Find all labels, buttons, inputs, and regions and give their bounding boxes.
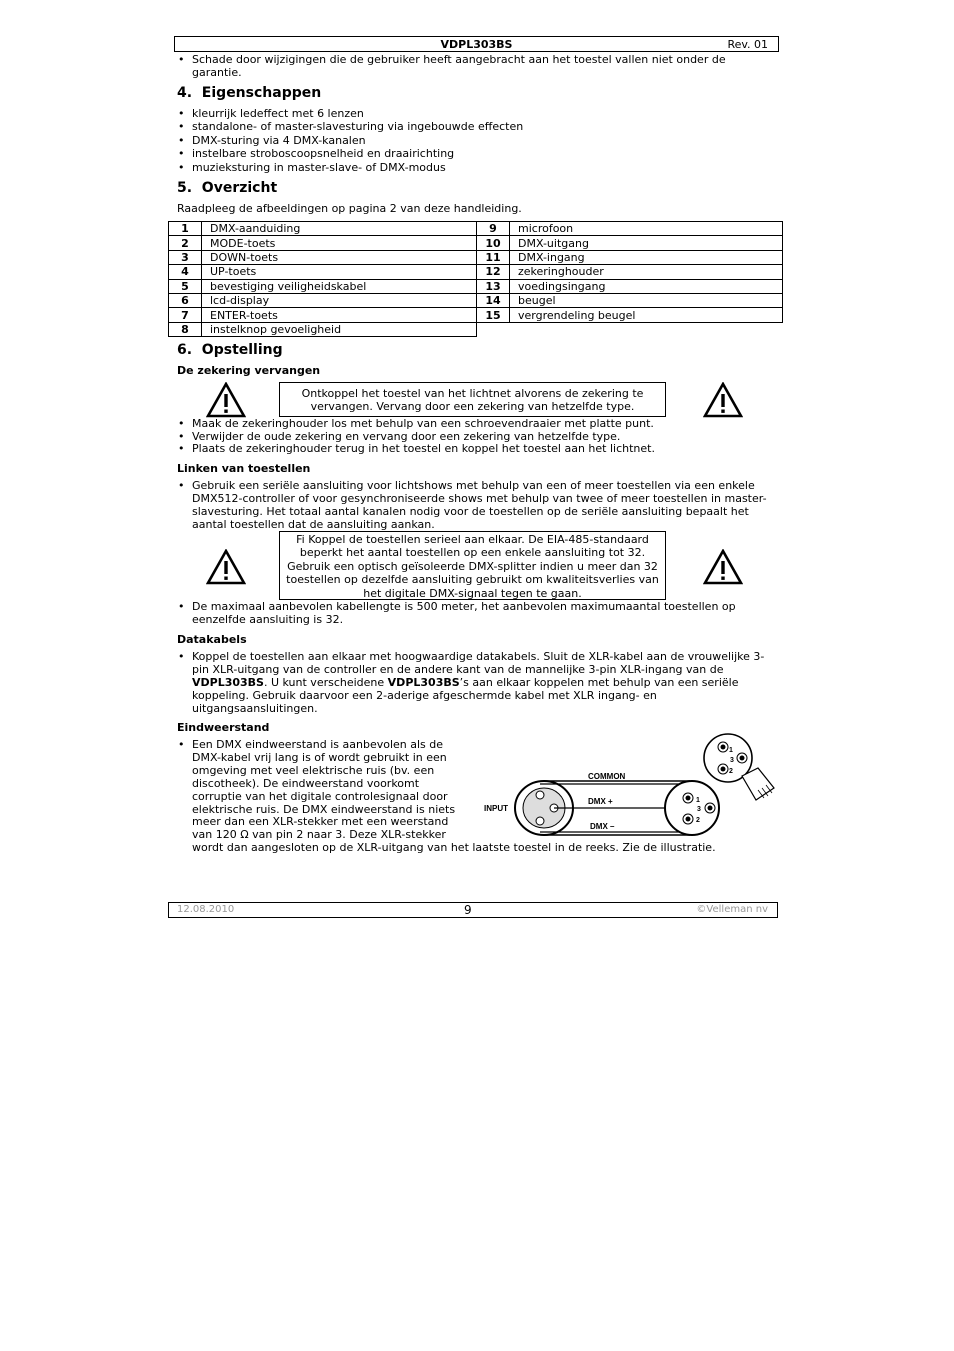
table-cell-label: DMX-uitgang (510, 236, 783, 250)
text-line: omgeving met veel elektrische ruis (bv. een (192, 763, 435, 777)
features-list (178, 107, 768, 174)
label-common: COMMON (588, 772, 626, 781)
label-dmx-plus: DMX + (588, 797, 613, 806)
table-cell-label: vergrendeling beugel (510, 308, 783, 322)
table-cell-number: 7 (169, 308, 202, 322)
page-header (174, 36, 779, 52)
table-row (477, 236, 783, 250)
list-item: • Gebruik een seriële aansluiting voor lichtshows met behulp van een of meer toestellen via een enkele DMX512-controller of voor gesynchroniseerde shows met behulp van twee of meer toestellen in master-slavesturing. Het totaal aantal kanalen nodig voor de toestellen op de seriële aansluiting bepaalt het aantal toestellen dat de aansluiting aankan. (178, 480, 770, 532)
table-cell-number: 11 (477, 250, 510, 264)
subheading-terminator: Eindweerstand (177, 721, 270, 734)
text-line: Een DMX eindweerstand is aanbevolen als de (192, 738, 444, 751)
table-row (169, 322, 477, 336)
table-cell-number: 9 (477, 222, 510, 236)
label-input: INPUT (484, 804, 508, 813)
table-cell-label: UP-toets (202, 265, 477, 279)
pin-label-3: 3 (730, 757, 734, 764)
table-cell-label: DOWN-toets (202, 250, 477, 264)
list-item: • De maximaal aanbevolen kabellengte is 500 meter, het aanbevolen maximumaantal toestellen op eenzelfde aansluiting is 32. (178, 601, 770, 627)
list-item: • DMX-sturing via 4 DMX-kanalen (178, 134, 768, 147)
subheading-fuse: De zekering vervangen (177, 364, 321, 377)
section-heading-eigenschappen: 4. Eigenschappen (177, 85, 322, 101)
warning-icon (703, 382, 743, 418)
overview-intro: Raadpleeg de afbeeldingen op pagina 2 van deze handleiding. (177, 202, 522, 215)
table-cell-number: 5 (169, 279, 202, 293)
header-title: VDPL303BS (440, 38, 513, 51)
list-item: • instelbare stroboscoopsnelheid en draairichting (178, 147, 768, 160)
list-item (178, 651, 770, 716)
footer-date: 12.08.2010 (177, 904, 235, 915)
pin-label-1: 1 (696, 797, 700, 804)
table-cell-label: ENTER-toets (202, 308, 477, 322)
table-cell-number: 3 (169, 250, 202, 264)
table-cell-label: beugel (510, 293, 783, 307)
footer-copyright: ©Velleman nv (696, 904, 768, 915)
table-cell-label: DMX-aanduiding (202, 222, 477, 236)
text-line: elektrische ruis. De DMX eindweerstand is niets (192, 802, 456, 816)
table-row (477, 250, 783, 264)
table-cell-number: 13 (477, 279, 510, 293)
linking-warning-box: Fi Koppel de toestellen serieel aan elkaar. De EIA-485-standaard beperkt het aantal toestellen op een enkele aansluiting tot 32. Gebruik een optisch geïsoleerde DMX-splitter indien u meer dan 32 toestellen op dezelfde aansluiting gebruikt om kwaliteitsverlies van het digitale DMX-signaal tegen te gaan. (279, 531, 666, 600)
table-row (169, 250, 477, 264)
text-line: van 120 Ω van pin 2 naar 3. Deze XLR-stekker (192, 828, 446, 842)
table-row (169, 236, 477, 250)
table-cell-number: 15 (477, 308, 510, 322)
warning-icon (703, 549, 743, 585)
table-cell-number: 14 (477, 293, 510, 307)
linking-list-2 (178, 601, 770, 627)
table-cell-label: voedingsingang (510, 279, 783, 293)
list-item: • muzieksturing in master-slave- of DMX-modus (178, 161, 768, 174)
linking-list (178, 480, 770, 532)
pin-label-1: 1 (729, 747, 733, 754)
table-cell-number: 4 (169, 265, 202, 279)
dmx-terminator-diagram (480, 728, 780, 840)
footer-page-number: 9 (464, 903, 472, 917)
list-item: • Maak de zekeringhouder los met behulp van een schroevendraaier met platte punt. (178, 418, 778, 431)
table-cell-number: 6 (169, 293, 202, 307)
table-cell-number: 8 (169, 322, 202, 336)
list-item: • Plaats de zekeringhouder terug in het toestel en koppel het toestel aan het lichtnet. (178, 443, 778, 456)
table-row (477, 308, 783, 322)
subheading-datacables: Datakabels (177, 633, 247, 646)
table-row (169, 293, 477, 307)
table-row (477, 279, 783, 293)
text-line: meer dan een XLR-stekker met een weerstand (192, 815, 449, 829)
product-name: VDPL303BS (387, 675, 460, 689)
table-cell-label: microfoon (510, 222, 783, 236)
product-name: VDPL303BS (192, 675, 264, 689)
header-revision: Rev. 01 (727, 38, 768, 51)
table-cell-number: 10 (477, 236, 510, 250)
table-cell-label: MODE-toets (202, 236, 477, 250)
overview-table-left (168, 221, 477, 337)
table-cell-label: bevestiging veiligheidskabel (202, 279, 477, 293)
table-cell-label: DMX-ingang (510, 250, 783, 264)
text-line: discotheek). De eindweerstand voorkomt (192, 776, 420, 790)
table-cell-label: zekeringhouder (510, 265, 783, 279)
intro-list (178, 53, 768, 80)
table-cell-number: 1 (169, 222, 202, 236)
fuse-steps-list (178, 418, 778, 456)
table-cell-label: instelknop gevoeligheid (202, 322, 477, 336)
table-row (477, 265, 783, 279)
section-heading-opstelling: 6. Opstelling (177, 342, 283, 358)
page-footer (168, 902, 778, 918)
list-item: • standalone- of master-slavesturing via ingebouwde effecten (178, 120, 768, 133)
bullet: • (178, 738, 185, 751)
list-item: • Verwijder de oude zekering en vervang door een zekering van hetzelfde type. (178, 431, 778, 444)
text-run: ’s aan elkaar koppelen met behulp van een seriële koppeling. Gebruik daarvoor een 2-aderige afgeschermde kabel met XLR ingang- en uitgangsaansluitingen. (192, 675, 739, 715)
text-run: Koppel de toestellen aan elkaar met hoogwaardige datakabels. Sluit de XLR-kabel aan de vrouwelijke 3-pin XLR-uitgang van de controller en de andere kant van de mannelijke 3-pin XLR-ingang van de (192, 650, 765, 676)
text-line: wordt dan aangesloten op de XLR-uitgang van het laatste toestel in de reeks. Zie de illustratie. (192, 841, 716, 855)
warning-icon (206, 382, 246, 418)
fuse-warning-box: Ontkoppel het toestel van het lichtnet alvorens de zekering te vervangen. Vervang door een zekering van hetzelfde type. (279, 382, 666, 417)
table-cell-number: 2 (169, 236, 202, 250)
table-row (477, 222, 783, 236)
overview-table-right (476, 221, 783, 323)
list-item: • Schade door wijzigingen die de gebruiker heeft aangebracht aan het toestel vallen niet onder de garantie. (178, 53, 768, 80)
pin-label-3: 3 (697, 806, 701, 813)
section-heading-overzicht: 5. Overzicht (177, 180, 278, 196)
pin-label-2: 2 (696, 817, 700, 824)
text-line: corruptie van het digitale controlesignaal door (192, 789, 448, 803)
datacables-list (178, 651, 770, 716)
warning-icon (206, 549, 246, 585)
pin-label-2: 2 (729, 768, 733, 775)
table-cell-number: 12 (477, 265, 510, 279)
table-row (169, 265, 477, 279)
table-row (169, 279, 477, 293)
table-row (169, 222, 477, 236)
table-row (169, 308, 477, 322)
subheading-linking: Linken van toestellen (177, 462, 311, 475)
text-run: . U kunt verscheidene (263, 675, 388, 689)
text-line: DMX-kabel vrij lang is of wordt gebruikt in een (192, 750, 447, 764)
table-row (477, 293, 783, 307)
list-item: • kleurrijk ledeffect met 6 lenzen (178, 107, 768, 120)
table-cell-label: lcd-display (202, 293, 477, 307)
label-dmx-minus: DMX – (590, 822, 615, 831)
